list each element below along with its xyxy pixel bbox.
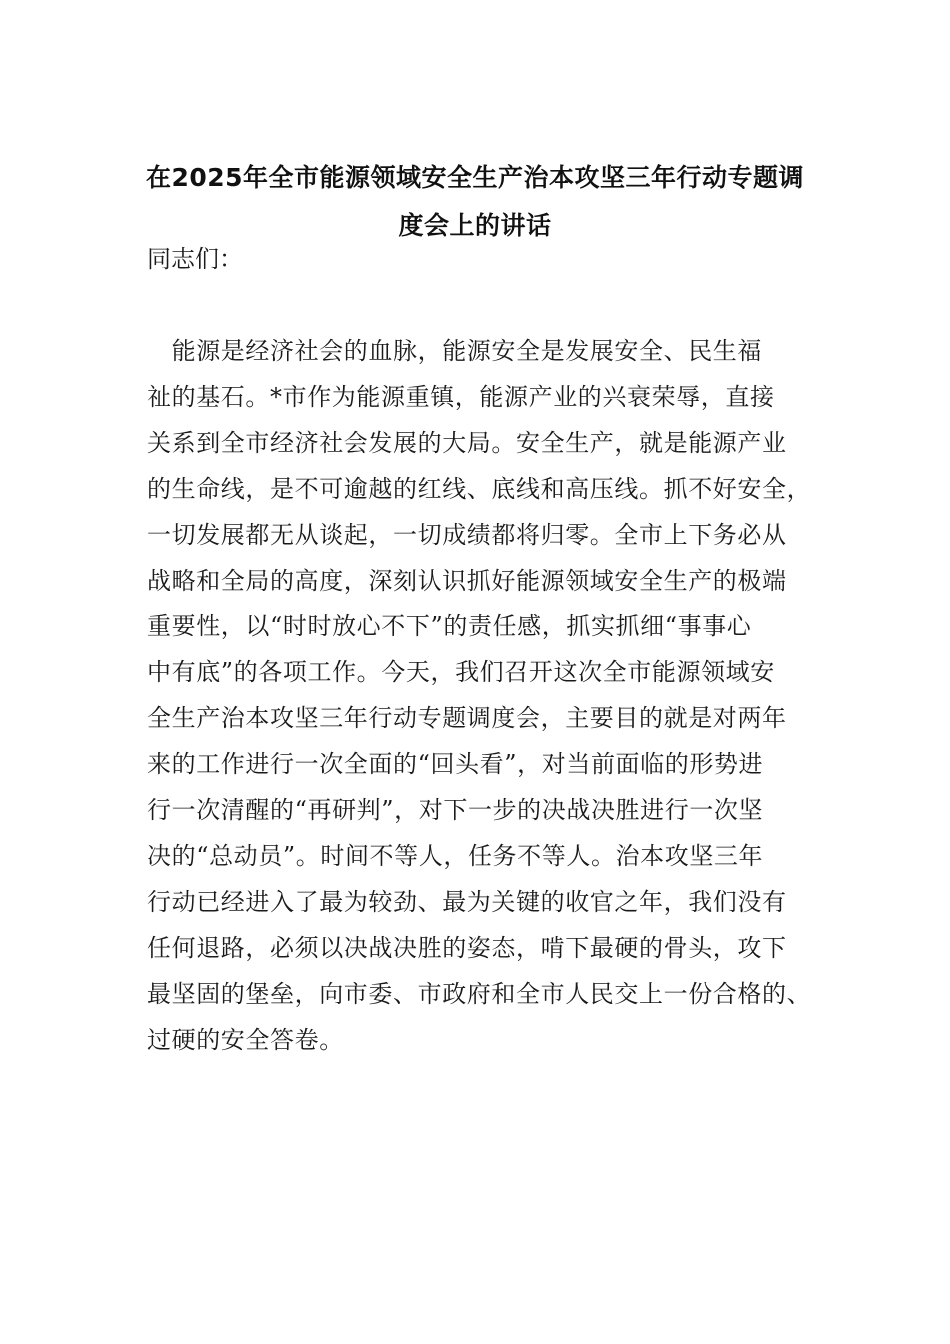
paragraph-line: 任何退路，必须以决战决胜的姿态，啃下最硬的骨头，攻下 xyxy=(147,933,787,962)
paragraph-line: 行一次清醒的“再研判”，对下一步的决战决胜进行一次坚 xyxy=(147,796,764,825)
paragraph-line: 行动已经进入了最为较劲、最为关键的收官之年，我们没有 xyxy=(147,887,787,916)
paragraph-line: 一切发展都无从谈起，一切成绩都将归零。全市上下务必从 xyxy=(147,520,787,549)
paragraph-line: 关系到全市经济社会发展的大局。安全生产，就是能源产业 xyxy=(147,428,787,457)
paragraph-line: 中有底”的各项工作。今天，我们召开这次全市能源领域安 xyxy=(147,658,775,687)
paragraph-line: 祉的基石。*市作为能源重镇，能源产业的兴衰荣辱，直接 xyxy=(147,382,775,411)
paragraph-line: 战略和全局的高度，深刻认识抓好能源领域安全生产的极端 xyxy=(147,566,787,595)
paragraph-line: 能源是经济社会的血脉，能源安全是发展安全、民生福 xyxy=(147,337,762,365)
title-line-1: 在2025年全市能源领域安全生产治本攻坚三年行动专题调 xyxy=(145,163,805,192)
salutation: 同志们： xyxy=(147,245,243,273)
title-line-2: 度会上的讲话 xyxy=(398,211,552,240)
body-paragraph xyxy=(147,329,815,1064)
paragraph-line: 全生产治本攻坚三年行动专题调度会，主要目的就是对两年 xyxy=(147,704,787,733)
paragraph-line: 来的工作进行一次全面的“回头看”，对当前面临的形势进 xyxy=(147,750,764,779)
paragraph-line: 决的“总动员”。时间不等人，任务不等人。治本攻坚三年 xyxy=(147,841,764,870)
paragraph-line: 过硬的安全答卷。 xyxy=(147,1025,344,1054)
paragraph-line: 最坚固的堡垒，向市委、市政府和全市人民交上一份合格的、 xyxy=(147,979,812,1008)
document-title xyxy=(140,154,810,250)
paragraph-line: 的生命线，是不可逾越的红线、底线和高压线。抓不好安全， xyxy=(147,474,812,503)
paragraph-line: 重要性，以“时时放心不下”的责任感，抓实抓细“事事心 xyxy=(147,612,752,641)
